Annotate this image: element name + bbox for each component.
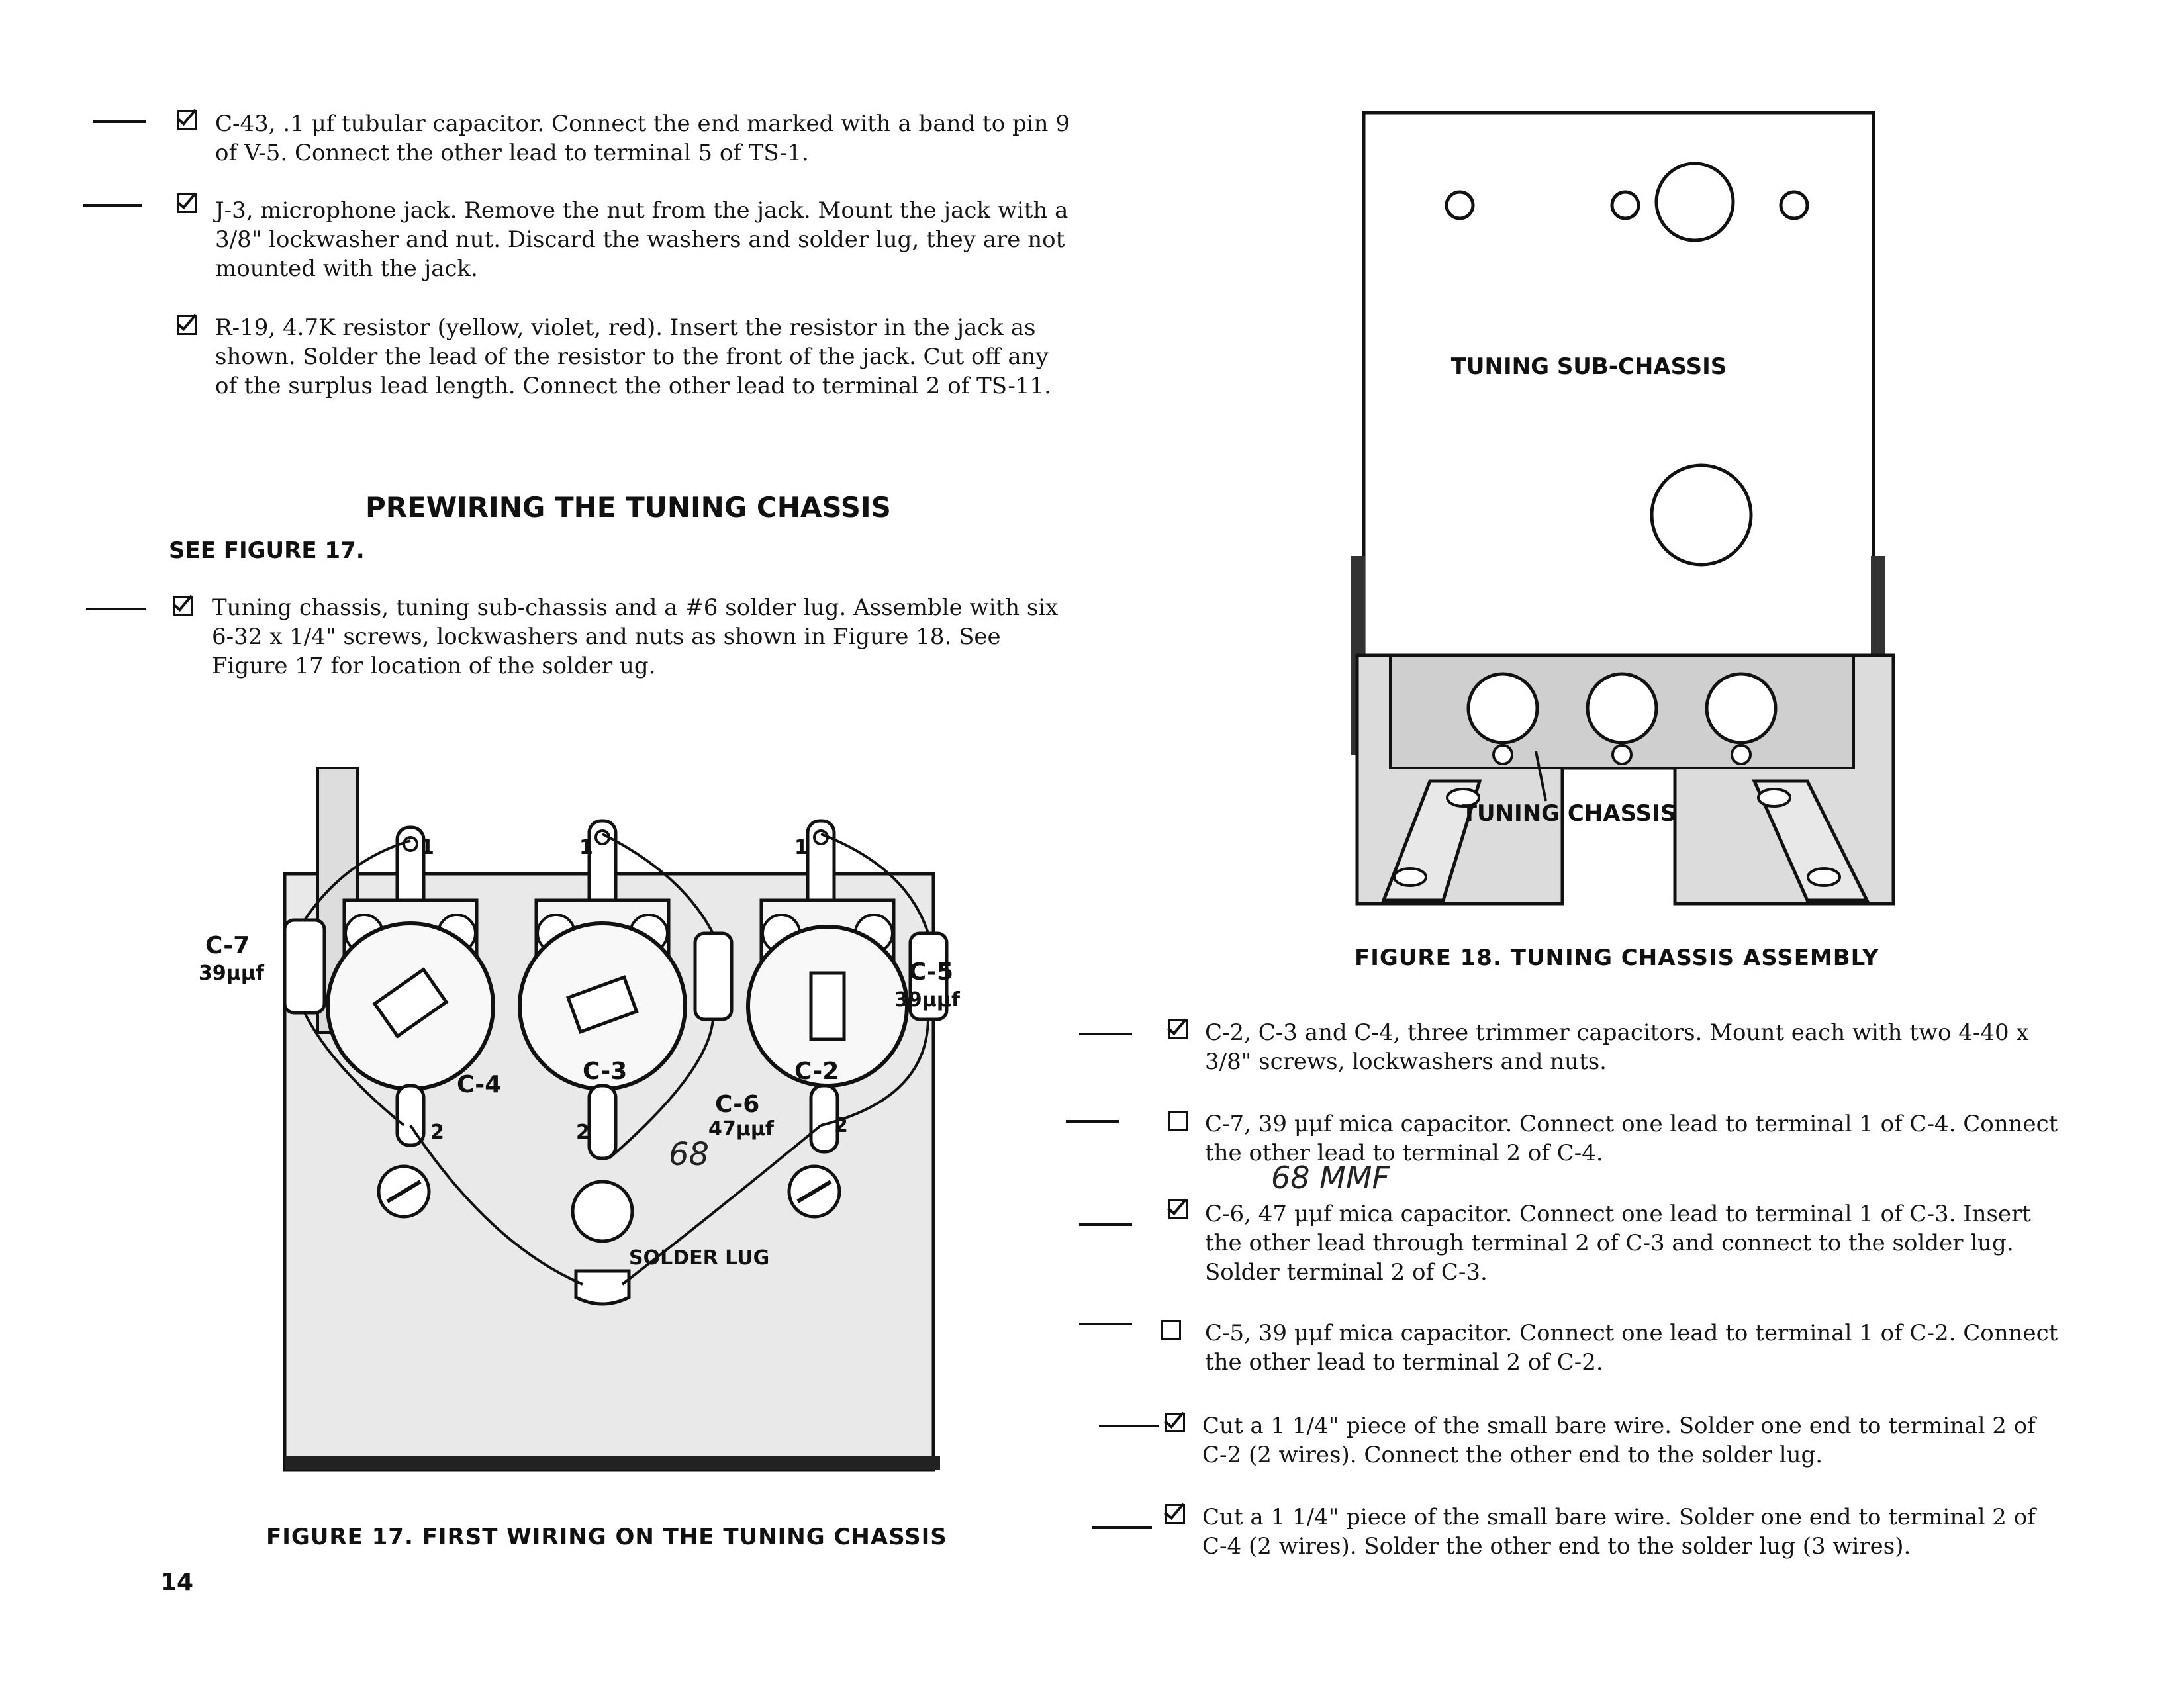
margin-tick (1079, 1223, 1132, 1226)
label-c2: C-2 (794, 1058, 839, 1085)
label-c4: C-4 (457, 1071, 502, 1098)
step-text: C-2, C-3 and C-4, three trimmer capacitors. Mount each with two 4-40 x 3/8" screws, lockwashers and nuts. (1205, 1019, 2029, 1075)
capacitor-c6 (695, 933, 732, 1019)
margin-tick (1099, 1425, 1159, 1427)
see-figure-reference: SEE FIGURE 17. (169, 538, 365, 564)
step-checkbox[interactable] (1168, 1111, 1188, 1131)
label-c3: C-3 (583, 1058, 628, 1085)
label-c6-value: 47μμf (708, 1117, 774, 1141)
step-checkbox[interactable] (177, 193, 197, 213)
label-c5-value: 39μμf (894, 988, 960, 1011)
terminal-1-label: 1 (579, 836, 593, 859)
margin-tick (93, 120, 146, 123)
step-text: C-7, 39 μμf mica capacitor. Connect one lead to terminal 1 of C-4. Connect the other lead to terminal 2 of C-4. (1205, 1111, 2058, 1166)
step-j3 (215, 196, 1076, 283)
step-tuning-chassis (212, 593, 1072, 680)
solder-lug (576, 1271, 629, 1304)
capacitor-c7 (285, 920, 324, 1013)
handwritten-68: 68 (669, 1136, 710, 1173)
figure-17-wiring-diagram (192, 755, 960, 1489)
step-c5 (1205, 1319, 2065, 1377)
label-c7-value: 39μμf (199, 962, 264, 985)
margin-tick (83, 204, 142, 207)
label-solder-lug: SOLDER LUG (629, 1246, 770, 1270)
step-checkbox[interactable] (1161, 1320, 1181, 1340)
page-number: 14 (160, 1569, 194, 1596)
step-text: J-3, microphone jack. Remove the nut from the jack. Mount the jack with a 3/8" lockwasher and nut. Discard the washers and solder lug, they are not mounted with the jack. (215, 197, 1068, 282)
terminal-2-label: 2 (576, 1121, 590, 1144)
terminal-1-label: 1 (420, 836, 434, 859)
margin-tick (1079, 1323, 1132, 1325)
step-text: Cut a 1 1/4" piece of the small bare wire. Solder one end to terminal 2 of C-4 (2 wires). Solder the other end to the solder lug (3 wires). (1202, 1504, 2036, 1560)
step-checkbox[interactable] (1165, 1504, 1185, 1524)
step-c6 (1205, 1199, 2065, 1287)
step-checkbox[interactable] (177, 110, 197, 130)
step-c43 (215, 109, 1076, 167)
terminal-1-label: 1 (794, 836, 808, 859)
step-checkbox[interactable] (173, 596, 193, 616)
margin-tick (1092, 1526, 1152, 1529)
step-text: R-19, 4.7K resistor (yellow, violet, red). Insert the resistor in the jack as shown. Solder the lead of the resistor to the front of the jack. Cut off any of the surplus lead length. Connect the other lead to terminal 2 of TS-11. (215, 314, 1051, 399)
step-c7 (1205, 1109, 2065, 1168)
step-checkbox[interactable] (1165, 1413, 1185, 1432)
step-trimmers (1205, 1018, 2065, 1076)
label-c7: C-7 (205, 932, 250, 959)
margin-tick (86, 608, 146, 610)
step-text: C-43, .1 μf tubular capacitor. Connect the end marked with a band to pin 9 of V-5. Connect the other lead to terminal 5 of TS-1. (215, 111, 1070, 166)
figure-18-caption: FIGURE 18. TUNING CHASSIS ASSEMBLY (1354, 945, 1879, 971)
step-text: C-5, 39 μμf mica capacitor. Connect one lead to terminal 1 of C-2. Connect the other lead to terminal 2 of C-2. (1205, 1320, 2058, 1376)
margin-tick (1066, 1120, 1119, 1123)
label-c6: C-6 (715, 1091, 760, 1118)
step-text: Tuning chassis, tuning sub-chassis and a #6 solder lug. Assemble with six 6-32 x 1/4" screws, lockwashers and nuts as shown in Figure 18. See Figure 17 for location of the solder ug. (212, 594, 1059, 679)
step-text: Cut a 1 1/4" piece of the small bare wire. Solder one end to terminal 2 of C-2 (2 wires). Connect the other end to the solder lug. (1202, 1413, 2036, 1468)
step-r19 (215, 313, 1076, 400)
terminal-2-label: 2 (834, 1114, 848, 1137)
handwritten-note: 68 MMF (1271, 1160, 1390, 1196)
figure-18-assembly-diagram (1344, 106, 1907, 920)
label-c5: C-5 (908, 959, 953, 986)
margin-tick (1079, 1033, 1132, 1035)
step-checkbox[interactable] (1168, 1199, 1188, 1219)
step-text: C-6, 47 μμf mica capacitor. Connect one lead to terminal 1 of C-3. Insert the other lead through terminal 2 of C-3 and connect to the solder lug. Solder terminal 2 of C-3. (1205, 1201, 2032, 1286)
step-wire-c4 (1202, 1503, 2063, 1561)
terminal-2-label: 2 (430, 1121, 444, 1144)
step-wire-c2 (1202, 1411, 2063, 1470)
step-checkbox[interactable] (1168, 1019, 1188, 1039)
step-checkbox[interactable] (177, 315, 197, 335)
label-tuning-chassis: TUNING CHASSIS (1461, 800, 1677, 827)
section-heading: PREWIRING THE TUNING CHASSIS (365, 491, 891, 524)
figure-17-caption: FIGURE 17. FIRST WIRING ON THE TUNING CHASSIS (266, 1524, 947, 1550)
label-tuning-sub-chassis: TUNING SUB-CHASSIS (1450, 353, 1727, 380)
